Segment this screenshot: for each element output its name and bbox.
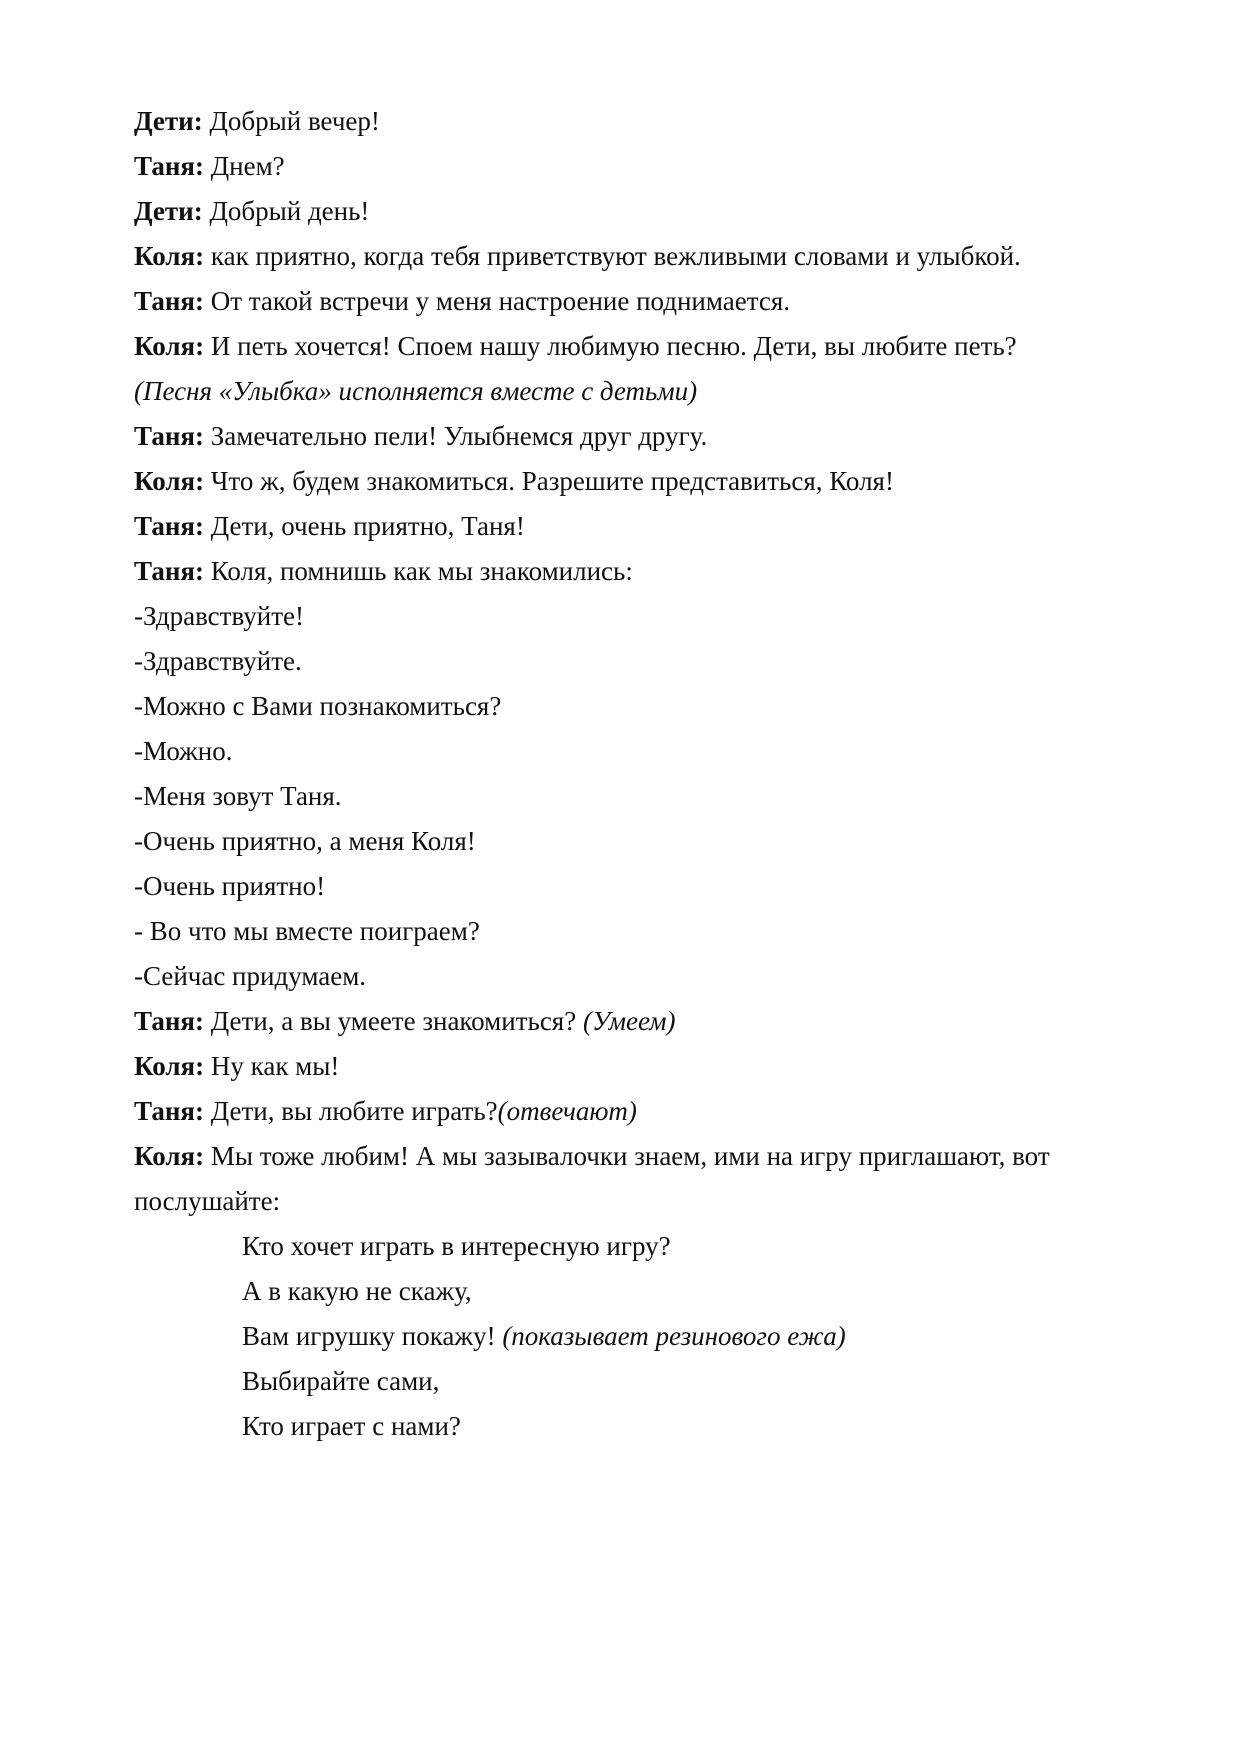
speaker-label: Коля: (134, 241, 205, 271)
line-text: Добрый день! (202, 196, 370, 226)
line-text: -Можно. (134, 736, 233, 766)
dialogue-line (134, 456, 1160, 506)
line-text: И петь хочется! Споем нашу любимую песню. Дети, вы любите петь? (204, 331, 1017, 361)
dialogue-line (134, 771, 1160, 821)
verse-text: Выбирайте сами, (242, 1366, 440, 1396)
line-text: - Во что мы вместе поиграем? (134, 916, 480, 946)
dialogue-line (134, 141, 1160, 191)
stage-direction: (отвечают) (497, 1096, 637, 1126)
dialogue-line (134, 1176, 1160, 1226)
line-text: -Меня зовут Таня. (134, 781, 342, 811)
verse-text: А в какую не скажу, (242, 1276, 472, 1306)
line-text: -Можно с Вами познакомиться? (134, 691, 502, 721)
line-text: Что ж, будем знакомиться. Разрешите представиться, Коля! (204, 466, 894, 496)
dialogue-line (134, 321, 1160, 371)
speaker-label: Таня: (134, 151, 204, 181)
dialogue-line (134, 1131, 1160, 1181)
dialogue-line (134, 411, 1160, 461)
verse-line (242, 1356, 1160, 1406)
stage-direction: (показывает резинового ежа) (502, 1321, 846, 1351)
dialogue-line (134, 546, 1160, 596)
speaker-label: Таня: (134, 1096, 204, 1126)
line-text: От такой встречи у меня настроение поднимается. (204, 286, 791, 316)
line-text: Замечательно пели! Улыбнемся друг другу. (204, 421, 708, 451)
speaker-label: Коля: (134, 331, 205, 361)
dialogue-line (134, 951, 1160, 1001)
speaker-label: Таня: (134, 1006, 204, 1036)
line-text: Днем? (204, 151, 285, 181)
speaker-label: Таня: (134, 421, 204, 451)
line-text: послушайте: (134, 1186, 281, 1216)
speaker-label: Дети: (134, 196, 203, 226)
verse-text: Вам игрушку покажу! (242, 1321, 503, 1351)
stage-direction-line (134, 366, 1160, 416)
dialogue-line (134, 726, 1160, 776)
dialogue-line (134, 591, 1160, 641)
line-text: Мы тоже любим! А мы зазывалочки знаем, ими на игру приглашают, вот (204, 1141, 1050, 1171)
line-text: -Очень приятно! (134, 871, 326, 901)
verse-line (242, 1266, 1160, 1316)
verse-text: Кто играет с нами? (242, 1411, 461, 1441)
speaker-label: Коля: (134, 1051, 205, 1081)
line-text: как приятно, когда тебя приветствуют вежливыми словами и улыбкой. (204, 241, 1021, 271)
stage-direction: (Умеем) (582, 1006, 676, 1036)
dialogue-line (134, 996, 1160, 1046)
speaker-label: Таня: (134, 556, 204, 586)
verse-text: Кто хочет играть в интересную игру? (242, 1231, 671, 1261)
line-text: Дети, а вы умеете знакомиться? (204, 1006, 583, 1036)
dialogue-line (134, 906, 1160, 956)
dialogue-line (134, 276, 1160, 326)
dialogue-line (134, 1041, 1160, 1091)
dialogue-line (134, 816, 1160, 866)
speaker-label: Коля: (134, 1141, 205, 1171)
line-text: Дети, вы любите играть? (204, 1096, 498, 1126)
line-text: Добрый вечер! (202, 106, 380, 136)
speaker-label: Дети: (134, 106, 203, 136)
verse-line (242, 1221, 1160, 1271)
dialogue-line (134, 96, 1160, 146)
dialogue-line (134, 681, 1160, 731)
verse-line (242, 1311, 1160, 1361)
dialogue-line (134, 186, 1160, 236)
line-text: Коля, помнишь как мы знакомились: (204, 556, 633, 586)
stage-direction: (Песня «Улыбка» исполняется вместе с детьми) (134, 376, 698, 406)
line-text: -Сейчас придумаем. (134, 961, 367, 991)
line-text: Ну как мы! (204, 1051, 340, 1081)
dialogue-line (134, 501, 1160, 551)
verse-line (242, 1401, 1160, 1451)
line-text: -Здравствуйте! (134, 601, 304, 631)
line-text: Дети, очень приятно, Таня! (204, 511, 525, 541)
line-text: -Здравствуйте. (134, 646, 302, 676)
speaker-label: Коля: (134, 466, 205, 496)
speaker-label: Таня: (134, 511, 204, 541)
dialogue-line (134, 231, 1160, 281)
dialogue-line (134, 1086, 1160, 1136)
line-text: -Очень приятно, а меня Коля! (134, 826, 476, 856)
dialogue-line (134, 636, 1160, 686)
speaker-label: Таня: (134, 286, 204, 316)
dialogue-line (134, 861, 1160, 911)
